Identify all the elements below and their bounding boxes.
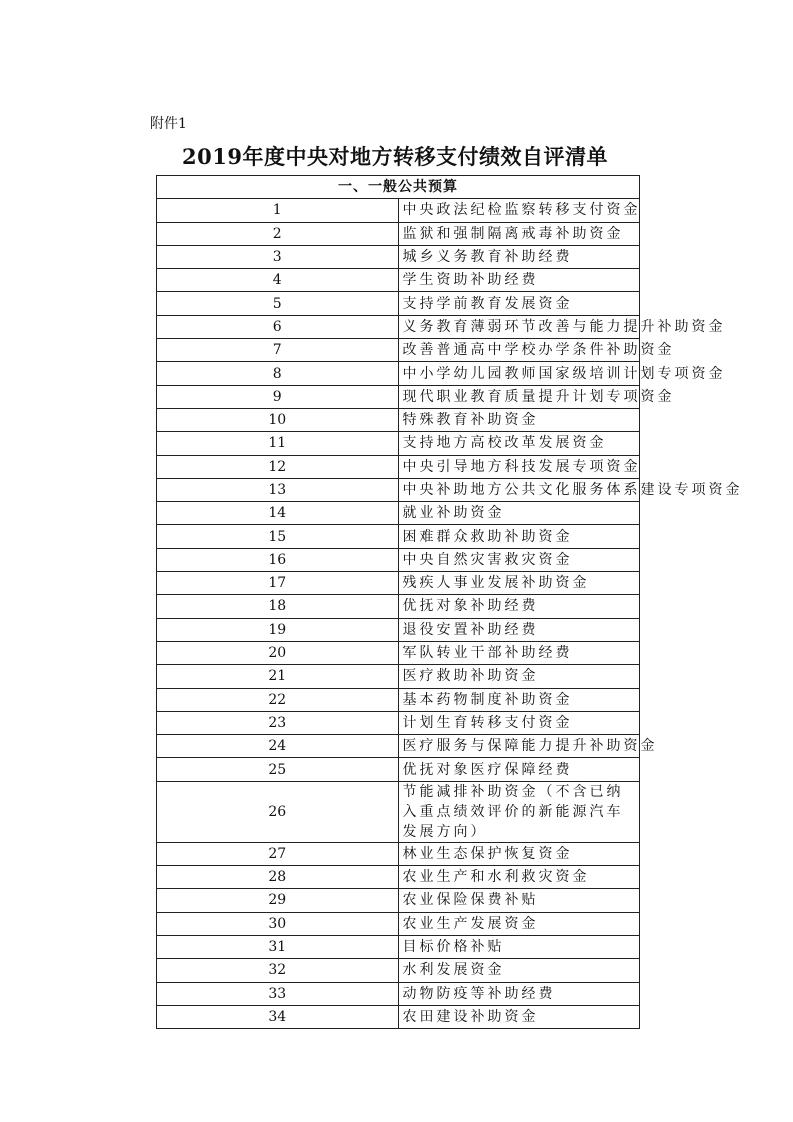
item-number: 1 xyxy=(157,199,399,222)
table-row xyxy=(157,315,640,338)
item-number: 8 xyxy=(157,362,399,385)
table-row xyxy=(157,292,640,315)
item-name: 支持地方高校改革发展资金 xyxy=(398,432,640,455)
item-name: 节能减排补助资金（不含已纳入重点绩效评价的新能源汽车发展方向） xyxy=(398,781,640,842)
table-row xyxy=(157,245,640,268)
table-row xyxy=(157,982,640,1005)
table-row xyxy=(157,1005,640,1028)
item-number: 25 xyxy=(157,758,399,781)
item-name: 学生资助补助经费 xyxy=(398,269,640,292)
item-number: 34 xyxy=(157,1005,399,1028)
table-row xyxy=(157,502,640,525)
table-row xyxy=(157,735,640,758)
item-name: 军队转业干部补助经费 xyxy=(398,641,640,664)
item-name: 动物防疫等补助经费 xyxy=(398,982,640,1005)
item-number: 24 xyxy=(157,735,399,758)
item-name: 残疾人事业发展补助资金 xyxy=(398,572,640,595)
section-header: 一、一般公共预算 xyxy=(157,176,640,199)
item-number: 15 xyxy=(157,525,399,548)
item-name: 城乡义务教育补助经费 xyxy=(398,245,640,268)
item-number: 7 xyxy=(157,339,399,362)
item-name: 特殊教育补助资金 xyxy=(398,408,640,431)
item-name: 监狱和强制隔离戒毒补助资金 xyxy=(398,222,640,245)
item-name: 义务教育薄弱环节改善与能力提升补助资金 xyxy=(398,315,640,338)
table-row xyxy=(157,432,640,455)
table-row xyxy=(157,269,640,292)
item-number: 11 xyxy=(157,432,399,455)
table-row xyxy=(157,842,640,865)
item-number: 18 xyxy=(157,595,399,618)
table-row xyxy=(157,222,640,245)
section-header-row xyxy=(157,176,640,199)
item-number: 4 xyxy=(157,269,399,292)
item-number: 28 xyxy=(157,866,399,889)
item-number: 5 xyxy=(157,292,399,315)
item-number: 32 xyxy=(157,959,399,982)
table-row xyxy=(157,339,640,362)
attachment-label: 附件1 xyxy=(150,116,187,132)
table-row xyxy=(157,408,640,431)
item-name: 医疗服务与保障能力提升补助资金 xyxy=(398,735,640,758)
table-row xyxy=(157,959,640,982)
item-number: 17 xyxy=(157,572,399,595)
item-name: 优抚对象医疗保障经费 xyxy=(398,758,640,781)
item-number: 6 xyxy=(157,315,399,338)
table-row xyxy=(157,618,640,641)
table-row xyxy=(157,935,640,958)
table-row xyxy=(157,641,640,664)
item-name: 基本药物制度补助资金 xyxy=(398,688,640,711)
table-row xyxy=(157,912,640,935)
table-row xyxy=(157,199,640,222)
item-name: 目标价格补贴 xyxy=(398,935,640,958)
item-name: 中央引导地方科技发展专项资金 xyxy=(398,455,640,478)
item-number: 12 xyxy=(157,455,399,478)
item-number: 27 xyxy=(157,842,399,865)
item-number: 19 xyxy=(157,618,399,641)
item-name: 中小学幼儿园教师国家级培训计划专项资金 xyxy=(398,362,640,385)
item-number: 22 xyxy=(157,688,399,711)
table-row xyxy=(157,362,640,385)
item-number: 29 xyxy=(157,889,399,912)
item-name: 计划生育转移支付资金 xyxy=(398,711,640,734)
item-number: 3 xyxy=(157,245,399,268)
item-name: 困难群众救助补助资金 xyxy=(398,525,640,548)
document-title: 2019年度中央对地方转移支付绩效自评清单 xyxy=(182,144,608,169)
item-number: 31 xyxy=(157,935,399,958)
item-number: 14 xyxy=(157,502,399,525)
item-name: 农业保险保费补贴 xyxy=(398,889,640,912)
item-number: 33 xyxy=(157,982,399,1005)
item-number: 2 xyxy=(157,222,399,245)
item-name: 医疗救助补助资金 xyxy=(398,665,640,688)
item-number: 10 xyxy=(157,408,399,431)
item-name: 退役安置补助经费 xyxy=(398,618,640,641)
table-row xyxy=(157,595,640,618)
table-row xyxy=(157,866,640,889)
item-number: 30 xyxy=(157,912,399,935)
table-row xyxy=(157,781,640,842)
table-row xyxy=(157,525,640,548)
table-row xyxy=(157,711,640,734)
table-row xyxy=(157,758,640,781)
item-name: 水利发展资金 xyxy=(398,959,640,982)
table-row xyxy=(157,688,640,711)
table-row xyxy=(157,889,640,912)
item-name: 中央补助地方公共文化服务体系建设专项资金 xyxy=(398,478,640,501)
item-name: 林业生态保护恢复资金 xyxy=(398,842,640,865)
item-name: 现代职业教育质量提升计划专项资金 xyxy=(398,385,640,408)
item-name: 就业补助资金 xyxy=(398,502,640,525)
table-row xyxy=(157,455,640,478)
item-number: 21 xyxy=(157,665,399,688)
table-row xyxy=(157,548,640,571)
table-row xyxy=(157,478,640,501)
item-name: 农田建设补助资金 xyxy=(398,1005,640,1028)
item-name: 农业生产发展资金 xyxy=(398,912,640,935)
item-name: 支持学前教育发展资金 xyxy=(398,292,640,315)
item-name: 农业生产和水利救灾资金 xyxy=(398,866,640,889)
item-number: 13 xyxy=(157,478,399,501)
item-number: 26 xyxy=(157,781,399,842)
table-row xyxy=(157,572,640,595)
item-name: 优抚对象补助经费 xyxy=(398,595,640,618)
item-number: 20 xyxy=(157,641,399,664)
item-number: 16 xyxy=(157,548,399,571)
table-row xyxy=(157,385,640,408)
item-name: 中央政法纪检监察转移支付资金 xyxy=(398,199,640,222)
item-number: 23 xyxy=(157,711,399,734)
transfer-payment-table xyxy=(156,175,743,1029)
item-name: 中央自然灾害救灾资金 xyxy=(398,548,640,571)
item-number: 9 xyxy=(157,385,399,408)
table-row xyxy=(157,665,640,688)
item-name: 改善普通高中学校办学条件补助资金 xyxy=(398,339,640,362)
